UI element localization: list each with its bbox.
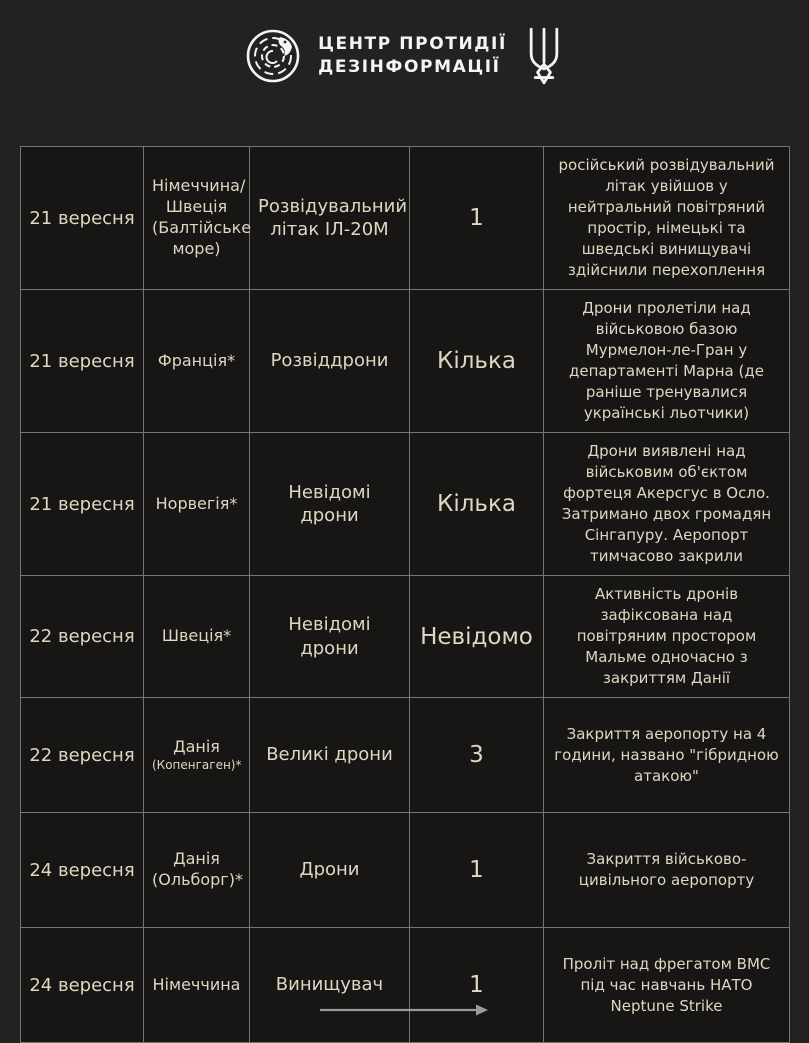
- country-text: Німеччина/ Швеція (Балтійське море): [152, 176, 252, 258]
- org-logo-icon: [244, 27, 302, 85]
- object-type-text: Винищувач: [275, 974, 384, 996]
- cell-object-type: [250, 698, 410, 813]
- description-text: Проліт над фрегатом ВМС під час навчань НАТО Neptune Strike: [562, 954, 771, 1015]
- cell-country: [144, 290, 250, 433]
- cell-description: [544, 147, 790, 290]
- cell-date: [21, 698, 144, 813]
- cell-count: [410, 928, 544, 1043]
- swipe-right-arrow-icon: [318, 1002, 490, 1022]
- cell-count: [410, 698, 544, 813]
- cell-object-type: [250, 290, 410, 433]
- cell-count: [410, 147, 544, 290]
- header: [0, 0, 809, 96]
- cell-country: [144, 813, 250, 928]
- cell-description: [544, 698, 790, 813]
- org-name: [318, 33, 507, 79]
- cell-country: [144, 147, 250, 290]
- description-text: Активність дронів зафіксована над повітряним простором Мальме одночасно з закриттям Данії: [576, 585, 757, 687]
- cell-description: [544, 813, 790, 928]
- country-text: Німеччина: [152, 974, 241, 994]
- table-row: [21, 433, 790, 576]
- cell-count: [410, 290, 544, 433]
- table-row: [21, 698, 790, 813]
- date-text: 22 вересня: [29, 626, 135, 647]
- count-text: Кілька: [437, 491, 516, 517]
- incident-table-body: [21, 147, 790, 1043]
- cell-country: [144, 698, 250, 813]
- count-text: Невідомо: [420, 623, 533, 650]
- description-text: російський розвідувальний літак увійшов у нейтральний повітряний простір, німецькі та шведські винищувачі здійснили перехоплення: [558, 156, 775, 279]
- count-text: Кілька: [437, 348, 516, 374]
- cell-country: [144, 433, 250, 576]
- cell-count: [410, 576, 544, 698]
- count-text: 1: [469, 972, 484, 998]
- cell-description: [544, 433, 790, 576]
- cell-description: [544, 290, 790, 433]
- description-text: Дрони пролетіли над військовою базою Мурмелон-ле-Гран у департаменті Марна (де раніше тренувалися українські льотчики): [569, 299, 764, 422]
- country-text: Франція*: [157, 350, 236, 370]
- cell-count: [410, 813, 544, 928]
- incident-table: [20, 146, 789, 1043]
- description-text: Закриття аеропорту на 4 години, названо "гібридною атакою": [554, 724, 779, 785]
- cell-date: [21, 290, 144, 433]
- cell-description: [544, 928, 790, 1043]
- cell-country: [144, 928, 250, 1043]
- country-note-text: (Копенгаген)*: [152, 757, 242, 772]
- country-text: Норвегія*: [155, 493, 238, 513]
- date-text: 24 вересня: [29, 974, 135, 996]
- object-type-text: Розвідувальний літак ІЛ-20М: [258, 195, 408, 240]
- count-text: 1: [469, 857, 484, 883]
- cell-count: [410, 433, 544, 576]
- date-text: 21 вересня: [29, 493, 135, 515]
- count-text: 1: [469, 205, 484, 231]
- cell-object-type: [250, 433, 410, 576]
- cell-date: [21, 147, 144, 290]
- org-name-line1: ЦЕНТР ПРОТИДІЇ: [318, 34, 507, 55]
- date-text: 24 вересня: [29, 859, 135, 881]
- cell-country: [144, 576, 250, 698]
- object-type-text: Великі дрони: [266, 744, 393, 766]
- date-text: 21 вересня: [29, 350, 135, 372]
- table-row: [21, 290, 790, 433]
- country-text: Данія: [173, 736, 220, 756]
- country-text: Данія (Ольборг)*: [152, 849, 243, 889]
- object-type-text: Невідомі дрони: [288, 481, 371, 526]
- table-row: [21, 576, 790, 698]
- cell-description: [544, 576, 790, 698]
- description-text: Закриття військово-цивільного аеропорту: [578, 850, 755, 889]
- object-type-text: Дрони: [299, 859, 360, 881]
- cell-object-type: [250, 928, 410, 1043]
- cell-date: [21, 433, 144, 576]
- description-text: Дрони виявлені над військовим об'єктом фортеця Акерсгус в Осло. Затримано двох громадян Сінгапуру. Аеропорт тимчасово закрили: [561, 442, 772, 565]
- country-text: Швеція*: [161, 626, 232, 646]
- table-row: [21, 147, 790, 290]
- trident-icon: [523, 25, 565, 87]
- object-type-text: Розвіддрони: [270, 350, 389, 372]
- cell-object-type: [250, 147, 410, 290]
- cell-object-type: [250, 576, 410, 698]
- object-type-text: Невідомі дрони: [288, 614, 371, 659]
- date-text: 21 вересня: [29, 207, 135, 229]
- date-text: 22 вересня: [29, 744, 135, 766]
- cell-date: [21, 576, 144, 698]
- cell-date: [21, 928, 144, 1043]
- table-row: [21, 928, 790, 1043]
- table-row: [21, 813, 790, 928]
- cell-date: [21, 813, 144, 928]
- org-name-line2: ДЕЗІНФОРМАЦІЇ: [318, 57, 501, 77]
- count-text: 3: [469, 742, 484, 768]
- cell-object-type: [250, 813, 410, 928]
